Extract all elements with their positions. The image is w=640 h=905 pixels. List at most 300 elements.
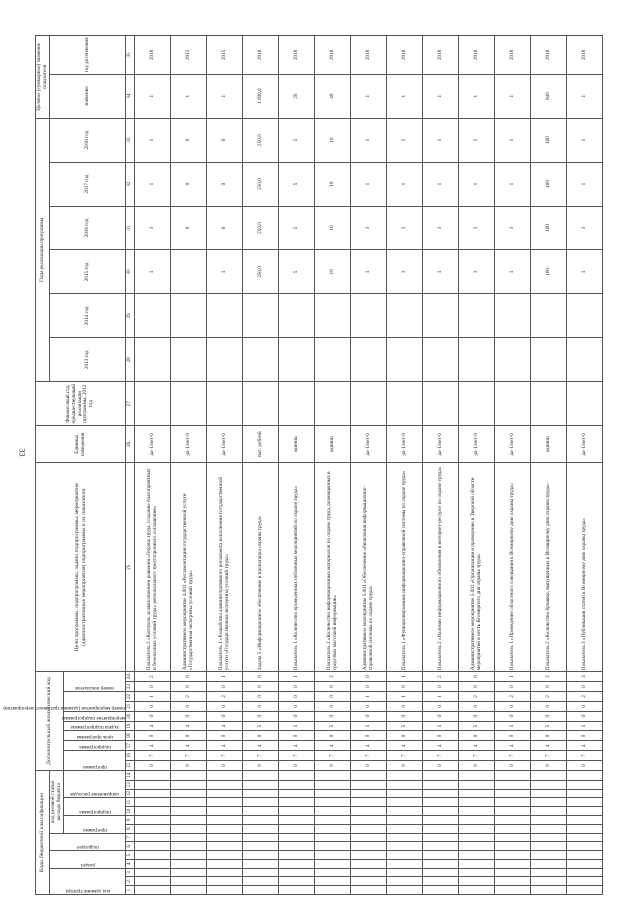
analytic-code-cell: 0 [243, 761, 279, 771]
description-cell: Показатель 2 «Количество информационных материалов по охране труда, размещенных в средствах массовой информации» [315, 463, 351, 672]
budget-code-cell [279, 859, 315, 868]
target-year-cell: 2018 [315, 36, 351, 75]
analytic-code-cell: 5 [351, 721, 387, 731]
year-2013-cell [567, 338, 603, 382]
analytic-code-cell: 7 [567, 751, 603, 761]
fin-year-cell [531, 382, 567, 426]
budget-code-cell [315, 770, 351, 780]
analytic-code-cell: 2 [531, 691, 567, 701]
budget-code-cell [171, 859, 207, 868]
budget-code-cell [495, 851, 531, 860]
table-row [531, 36, 567, 895]
budget-code-cell [351, 807, 387, 816]
budget-code-cell [279, 807, 315, 816]
analytic-code-cell: 0 [459, 672, 495, 682]
target-year-cell: 2018 [531, 36, 567, 75]
budget-code-cell [423, 842, 459, 851]
column-number: 5 [126, 851, 135, 860]
fin-year-cell [495, 382, 531, 426]
year-2014-cell [387, 294, 423, 338]
column-number: 34 [126, 74, 135, 118]
column-number: 23 [126, 682, 135, 692]
table-body [135, 36, 603, 895]
target-value-cell: 1 [567, 74, 603, 118]
budget-code-cell [567, 824, 603, 833]
analytic-code-cell: 5 [387, 721, 423, 731]
table-row [135, 36, 171, 895]
budget-code-cell [279, 851, 315, 860]
table-row [387, 36, 423, 895]
analytic-code-cell: 0 [495, 731, 531, 741]
program2-header: программа [64, 751, 126, 771]
target-year-header: год достижения [50, 36, 126, 75]
analytic-code-cell: 5 [567, 721, 603, 731]
budget-code-cell [279, 789, 315, 798]
budget-code-cell [531, 851, 567, 860]
budget-code-cell [207, 807, 243, 816]
budget-code-cell [315, 807, 351, 816]
analytic-code-cell: 7 [315, 751, 351, 761]
budget-code-cell [135, 789, 171, 798]
year-2017-cell: 1 [459, 162, 495, 206]
budget-code-cell [171, 868, 207, 877]
analytic-code-cell: 2 [423, 672, 459, 682]
analytic-code-cell: 0 [567, 711, 603, 721]
description-cell: Показатель 2 «Наличие информационного обновления в интернет-ресурсе по охране труда» [423, 463, 459, 672]
analytic-code-cell: 4 [207, 741, 243, 751]
budget-code-cell [279, 833, 315, 842]
analytic-code-cell: 0 [315, 701, 351, 711]
analytic-code-cell: 0 [315, 691, 351, 701]
section-header: раздел [50, 851, 126, 869]
budget-code-cell [315, 789, 351, 798]
column-number: 35 [126, 36, 135, 75]
year-2016-cell: 250,0 [243, 206, 279, 250]
description-cell: Задача 5 «Информационное обеспечение и пропаганда охраны труда» [243, 463, 279, 672]
analytic-code-cell: 7 [531, 751, 567, 761]
budget-code-cell [207, 877, 243, 886]
analytic-code-cell: 2 [135, 672, 171, 682]
goal-header: цель программы [64, 731, 126, 741]
budget-code-cell [567, 770, 603, 780]
year-2015-cell: 1 [567, 250, 603, 294]
analytic-code-cell: 0 [207, 731, 243, 741]
analytic-code-cell: 0 [135, 731, 171, 741]
budget-code-cell [387, 798, 423, 807]
budget-code-cell [135, 842, 171, 851]
year-2017-cell: 1 [495, 162, 531, 206]
year-2013-cell [459, 338, 495, 382]
budget-code-cell [351, 815, 387, 824]
year-2018-cell: 1 [387, 118, 423, 162]
budget-code-cell [531, 789, 567, 798]
analytic-code-cell: 1 [387, 672, 423, 682]
unit-cell: единиц [279, 426, 315, 463]
indicator-number-header: номер показателя [64, 672, 126, 692]
column-number: 33 [126, 118, 135, 162]
target-value-cell: 1 [135, 74, 171, 118]
analytic-code-cell: 4 [243, 741, 279, 751]
target-year-cell: 2015 [171, 36, 207, 75]
year-2014-cell [567, 294, 603, 338]
analytic-code-cell: 1 [279, 672, 315, 682]
year-2016-cell: 10 [315, 206, 351, 250]
page-number: 33 [17, 448, 27, 457]
unit-cell: да-1/нет-0 [459, 426, 495, 463]
budget-code-cell [459, 851, 495, 860]
subsection-header: подраздел [50, 833, 126, 851]
budget-code-cell [207, 789, 243, 798]
fin-year-cell [243, 382, 279, 426]
column-number: 13 [126, 780, 135, 789]
analytic-code-cell: 0 [351, 731, 387, 741]
analytic-code-cell: 0 [387, 731, 423, 741]
budget-code-cell [171, 789, 207, 798]
table-row [315, 36, 351, 895]
analytic-code-cell: 2 [315, 672, 351, 682]
budget-code-cell [171, 886, 207, 895]
analytic-code-cell: 0 [351, 711, 387, 721]
budget-code-cell [243, 815, 279, 824]
analytic-code-cell: 4 [459, 741, 495, 751]
budget-code-cell [315, 877, 351, 886]
year-2017-cell: 0 [171, 162, 207, 206]
analytic-code-cell: 0 [351, 701, 387, 711]
target-value-cell: 1 [495, 74, 531, 118]
analytic-code-cell: 0 [423, 731, 459, 741]
budget-code-cell [567, 842, 603, 851]
year-2014-cell [243, 294, 279, 338]
year-2016-cell: 0 [207, 206, 243, 250]
budget-code-cell [315, 859, 351, 868]
description-cell: Показатель 1 «Количество проведенных публичных мероприятий по охране труда» [279, 463, 315, 672]
analytic-code-cell: 4 [135, 741, 171, 751]
budget-code-cell [531, 833, 567, 842]
description-cell: Административное мероприятие 5.002 «Организация и проведение в Тверской области мероприятий в честь Всемирного дня охраны труда» [459, 463, 495, 672]
program-indicators-table [2, 35, 603, 895]
budget-code-cell [423, 798, 459, 807]
analytic-code-cell: 0 [135, 701, 171, 711]
analytic-code-cell: 0 [135, 711, 171, 721]
description-cell: Показатель 2 «Контроль за выполнением решения «Охрана труда, создание благоприятных и безопасных условий труда» регионального трехстороннего соглашения» [135, 463, 171, 672]
analytic-code-cell: 4 [171, 721, 207, 731]
budget-code-cell [495, 798, 531, 807]
budget-code-cell [531, 859, 567, 868]
description-cell: Показатель 1 «Разработка административного регламента исполнения государственной услуги «Государственная экспертиза условий труда» [207, 463, 243, 672]
year-2016-cell: 5 [279, 206, 315, 250]
analytic-code-cell: 0 [567, 701, 603, 711]
year-2013-header: 2013 год [50, 338, 126, 382]
table-row [495, 36, 531, 895]
budget-code-cell [135, 868, 171, 877]
budget-code-cell [351, 789, 387, 798]
column-number-row [126, 36, 135, 895]
budget-code-cell [171, 798, 207, 807]
budget-code-cell [459, 798, 495, 807]
analytic-code-cell: 0 [567, 761, 603, 771]
analytic-code-cell: 0 [243, 711, 279, 721]
budget-code-cell [423, 815, 459, 824]
analytic-code-cell: 5 [243, 721, 279, 731]
year-2018-cell: 1 [423, 118, 459, 162]
analytic-code-cell: 0 [207, 711, 243, 721]
analytic-code-cell: 0 [459, 731, 495, 741]
target-year-cell: 2015 [207, 36, 243, 75]
goals-column-header: Цели программы, подпрограммы, задачи подпрограммы, мероприятия (административные мероприятия) подпрограммы и их показатели [36, 463, 126, 672]
analytic-code-cell: 0 [243, 701, 279, 711]
budget-code-cell [567, 815, 603, 824]
year-2018-cell: 160 [531, 118, 567, 162]
analytic-code-cell: 4 [531, 741, 567, 751]
budget-code-cell [135, 851, 171, 860]
year-2014-cell [351, 294, 387, 338]
budget-code-cell [243, 789, 279, 798]
column-number: 22 [126, 691, 135, 701]
year-2018-cell: 10 [315, 118, 351, 162]
budget-code-cell [423, 868, 459, 877]
budget-code-cell [351, 877, 387, 886]
budget-code-cell [315, 851, 351, 860]
budget-code-cell [495, 877, 531, 886]
budget-code-cell [531, 868, 567, 877]
budget-code-cell [243, 842, 279, 851]
analytic-code-cell: 1 [135, 691, 171, 701]
analytic-code-cell: 4 [279, 741, 315, 751]
table-row [351, 36, 387, 895]
target-value-header: значение [50, 74, 126, 118]
budget-code-cell [459, 842, 495, 851]
analytic-code-cell: 0 [423, 701, 459, 711]
year-2013-cell [171, 338, 207, 382]
budget-code-cell [459, 868, 495, 877]
analytic-code-cell: 0 [531, 701, 567, 711]
analytic-code-cell: 5 [315, 721, 351, 731]
analytic-code-cell: 0 [531, 711, 567, 721]
year-2016-cell: 1 [423, 206, 459, 250]
budget-code-cell [279, 877, 315, 886]
year-2016-cell: 1 [387, 206, 423, 250]
analytic-code-cell: 0 [135, 682, 171, 692]
description-cell: Показатель 2 «Количество брошюр, выпущенных к Всемирному дню охраны труда» [531, 463, 567, 672]
budget-code-cell [243, 770, 279, 780]
budget-code-cell [459, 824, 495, 833]
year-2014-cell [423, 294, 459, 338]
target-value-cell: 1 [387, 74, 423, 118]
budget-code-cell [459, 780, 495, 789]
budget-code-cell [423, 780, 459, 789]
budget-code-cell [171, 877, 207, 886]
analytic-code-cell: 0 [351, 672, 387, 682]
description-cell: Административное мероприятие 5.001 «Обеспечение обновления информационно-справочной системы по охране труда» [351, 463, 387, 672]
analytic-code-cell: 7 [459, 751, 495, 761]
budget-code-cell [243, 780, 279, 789]
year-2013-cell [495, 338, 531, 382]
year-2018-cell: 0 [207, 118, 243, 162]
year-2015-cell: 1 [207, 250, 243, 294]
year-2013-cell [243, 338, 279, 382]
analytic-code-cell: 0 [387, 761, 423, 771]
year-2015-header: 2015 год [50, 250, 126, 294]
unit-cell: да-1/нет-0 [387, 426, 423, 463]
budget-code-cell [567, 833, 603, 842]
budget-code-cell [531, 780, 567, 789]
analytic-code-cell: 0 [459, 711, 495, 721]
target-value-cell: 1 [351, 74, 387, 118]
budget-code-cell [351, 859, 387, 868]
analytic-code-cell: 0 [423, 711, 459, 721]
column-number: 24 [126, 672, 135, 682]
target-value-cell: 40 [315, 74, 351, 118]
budget-code-cell [279, 780, 315, 789]
year-2016-cell: 0 [171, 206, 207, 250]
column-number: 25 [126, 463, 135, 672]
budget-code-cell [351, 886, 387, 895]
target-value-cell: 20 [279, 74, 315, 118]
analytic-code-cell: 4 [315, 741, 351, 751]
budget-code-cell [531, 842, 567, 851]
year-2018-cell: 1 [459, 118, 495, 162]
column-number: 27 [126, 382, 135, 426]
budget-code-cell [459, 833, 495, 842]
fin-year-cell [171, 382, 207, 426]
year-2017-cell: 250,0 [243, 162, 279, 206]
admin-code-header: код администратора [50, 868, 126, 894]
budget-classifier-header: Коды бюджетной классификации [36, 770, 50, 894]
analytic-code-cell: 5 [459, 721, 495, 731]
year-2013-cell [351, 338, 387, 382]
budget-code-cell [279, 824, 315, 833]
budget-code-cell [351, 770, 387, 780]
budget-code-cell [531, 798, 567, 807]
year-2015-cell: 1 [135, 250, 171, 294]
analytic-code-cell: 7 [243, 751, 279, 761]
column-number: 10 [126, 807, 135, 816]
year-2017-cell: 5 [279, 162, 315, 206]
analytic-code-cell: 4 [135, 721, 171, 731]
fin-year-cell [459, 382, 495, 426]
analytic-code-cell: 4 [171, 741, 207, 751]
table-row [423, 36, 459, 895]
fin-year-cell [423, 382, 459, 426]
column-number: 21 [126, 701, 135, 711]
column-number: 2 [126, 877, 135, 886]
budget-code-cell [567, 877, 603, 886]
budget-code-cell [459, 807, 495, 816]
budget-code-cell [495, 789, 531, 798]
fin-year-cell [387, 382, 423, 426]
budget-code-cell [207, 833, 243, 842]
table-row [243, 36, 279, 895]
budget-code-cell [135, 824, 171, 833]
budget-code-cell [495, 807, 531, 816]
table-row [567, 36, 603, 895]
column-number: 31 [126, 206, 135, 250]
budget-code-cell [207, 851, 243, 860]
budget-code-cell [243, 859, 279, 868]
budget-code-cell [387, 770, 423, 780]
analytic-code-cell: 7 [207, 751, 243, 761]
analytic-code-cell: 5 [531, 721, 567, 731]
column-number: 28 [126, 338, 135, 382]
analytic-code-cell: 7 [423, 751, 459, 761]
budget-code-cell [567, 851, 603, 860]
budget-code-cell [495, 842, 531, 851]
year-2013-cell [531, 338, 567, 382]
budget-code-cell [423, 859, 459, 868]
analytic-code-cell: 0 [423, 761, 459, 771]
budget-code-cell [495, 868, 531, 877]
column-number: 8 [126, 824, 135, 833]
budget-code-cell [315, 824, 351, 833]
table-row [207, 36, 243, 895]
year-2018-header: 2018 год [50, 118, 126, 162]
budget-code-cell [207, 824, 243, 833]
analytic-code-cell: 1 [207, 672, 243, 682]
analytic-code-cell: 0 [171, 761, 207, 771]
analytic-code-cell: 2 [171, 691, 207, 701]
column-number: 19 [126, 721, 135, 731]
budget-code-cell [135, 833, 171, 842]
year-2014-cell [135, 294, 171, 338]
year-2017-cell: 160 [531, 162, 567, 206]
column-number: 7 [126, 833, 135, 842]
year-2015-cell [171, 250, 207, 294]
budget-code-cell [495, 824, 531, 833]
budget-code-cell [279, 842, 315, 851]
analytic-code-cell: 7 [351, 751, 387, 761]
budget-code-cell [423, 886, 459, 895]
budget-code-cell [351, 842, 387, 851]
year-2017-cell: 1 [351, 162, 387, 206]
year-2015-cell: 160 [531, 250, 567, 294]
target-year-cell: 2018 [423, 36, 459, 75]
fin-year-cell [567, 382, 603, 426]
analytic-code-cell: 5 [495, 721, 531, 731]
budget-code-cell [423, 877, 459, 886]
column-number: 29 [126, 294, 135, 338]
budget-code-cell [387, 842, 423, 851]
budget-code-cell [459, 877, 495, 886]
analytic-code-cell: 0 [315, 682, 351, 692]
analytic-code-cell: 7 [387, 751, 423, 761]
unit-cell: да-1/нет-0 [135, 426, 171, 463]
unit-cell: да-1/нет-0 [351, 426, 387, 463]
table-row [279, 36, 315, 895]
budget-code-cell [495, 780, 531, 789]
budget-code-cell [279, 798, 315, 807]
budget-code-cell [387, 807, 423, 816]
budget-code-cell [135, 859, 171, 868]
column-number: 18 [126, 731, 135, 741]
budget-code-cell [243, 868, 279, 877]
analytic-code-cell: 0 [207, 761, 243, 771]
budget-code-cell [243, 886, 279, 895]
budget-code-cell [567, 780, 603, 789]
budget-code-cell [171, 842, 207, 851]
analytic-code-cell: 1 [423, 691, 459, 701]
year-2015-cell: 1 [351, 250, 387, 294]
analytic-code-cell: 4 [387, 741, 423, 751]
year-2018-cell: 1 [135, 118, 171, 162]
budget-code-cell [567, 789, 603, 798]
budget-code-cell [459, 859, 495, 868]
analytic-code-cell: 0 [279, 761, 315, 771]
analytic-code-cell: 0 [567, 731, 603, 741]
column-number: 9 [126, 815, 135, 824]
budget-code-cell [423, 770, 459, 780]
budget-code-cell [171, 780, 207, 789]
budget-code-cell [315, 798, 351, 807]
